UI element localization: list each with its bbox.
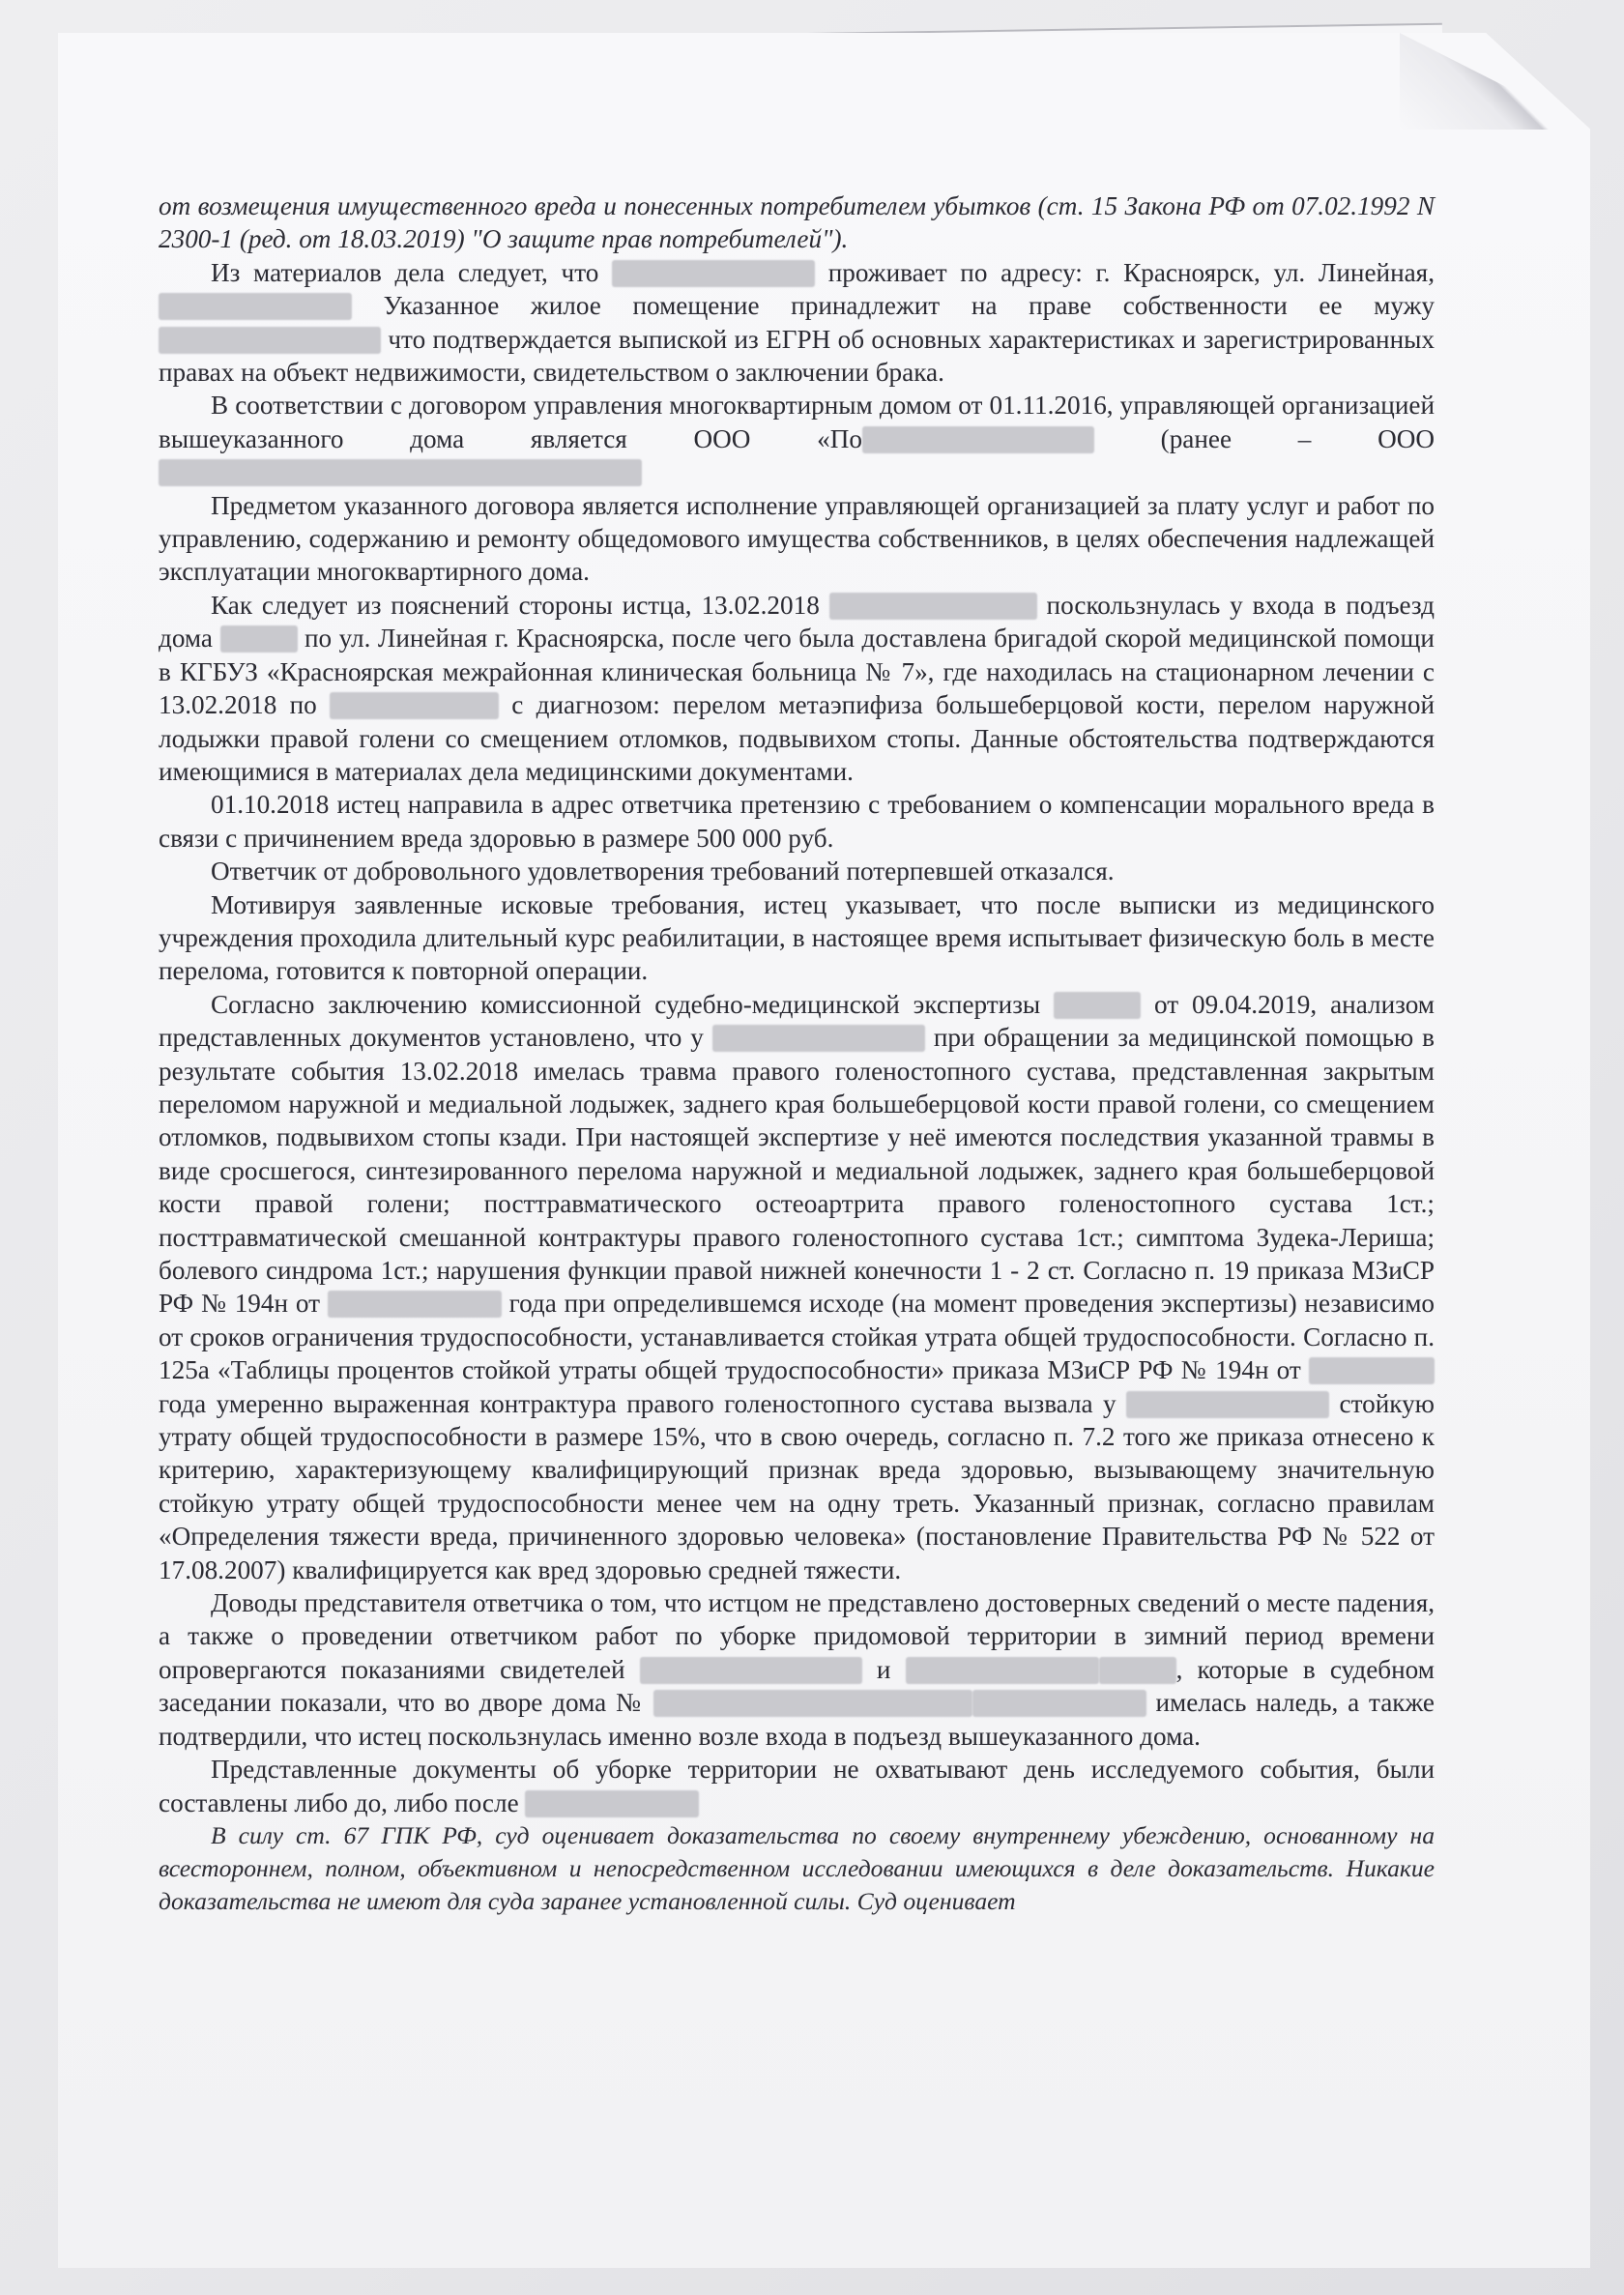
paragraph-text: года при определившемся исходе (на момент проведения экспертизы) независимо от сроков ограничения трудоспособности, устанавливается стойкая утрата общей трудоспособности. Согласно п. 125а «Таблицы процентов стойкой утраты общей трудоспособности» приказа МЗиСР РФ № 194н от [159,1289,1435,1385]
paragraph-text: Мотивируя заявленные исковые требования, истец указывает, что после выписки из медицинского учреждения проходила длительный курс реабилитации, в настоящее время испытывает физическую боль в месте перелома, готовится к повторной операции. [159,889,1435,986]
paragraph-p1 [159,256,1435,390]
redaction-block [328,1291,502,1318]
redaction-block [159,293,352,320]
paragraph-text: В силу ст. 67 ГПК РФ, суд оценивает доказательства по своему внутреннему убеждению, основанному на всестороннем, полном, объективном и непосредственном исследовании имеющихся в деле доказательств. Никакие доказательства не имеют для суда заранее установленной силы. Суд оценивает [159,1820,1435,1915]
paragraph-p5 [159,788,1435,855]
paragraph-text: Представленные документы об уборке территории не охватывают день исследуемого события, были составлены либо до, либо после [159,1755,1435,1817]
redaction-block [525,1790,699,1817]
paragraph-text: Ответчик от добровольного удовлетворения требований потерпевшей отказался. [211,857,1115,886]
paragraph-text: поскользнулась у входа в подъезд дома [159,590,1435,654]
paragraph-text: Указанное жилое помещение принадлежит на праве собственности ее мужу [352,291,1435,321]
paragraph-text: Предметом указанного договора является исполнение управляющей организацией за плату услуг и работ по управлению, содержанию и ремонту общедомового имущества собственников, в целях обеспечения надлежащей эксплуатации многоквартирного дома. [159,490,1435,587]
redaction-block [159,459,642,486]
paragraph-text: проживает по адресу: г. Красноярск, ул. Линейная, [815,257,1435,287]
paragraph-text: по ул. Линейная г. Красноярска, после чего была доставлена бригадой скорой медицинской помощи в КГБУЗ «Красноярская межрайонная клиническая больница № 7», где находилась на стационарном лечении с 13.02.2018 по [159,624,1435,720]
paragraph-text: В соответствии с договором управления многоквартирным домом от 01.11.2016, управляющей организацией вышеуказанного дома является ООО «По [159,391,1435,453]
paragraph-p6 [159,855,1435,887]
paragraph-p4 [159,589,1435,788]
redaction-block [862,426,1094,453]
paragraph-p8 [159,988,1435,1586]
paragraph-text: Согласно заключению комиссионной судебно-медицинской экспертизы [211,989,1055,1019]
redaction-block [829,593,1037,620]
paragraph-p10 [159,1753,1435,1819]
paragraph-text: что подтверждается выпиской из ЕГРН об основных характеристиках и зарегистрированных правах на объект недвижимости, свидетельством о заключении брака. [159,324,1435,388]
paragraph-text: при обращении за медицинской помощью в результате события 13.02.2018 имелась травма правого голеностопного сустава, представленная закрытым переломом наружной и медиальной лодыжек, заднего края большеберцовой кости правой голени, со смещением отломков, подвывихом стопы кзади. При настоящей экспертизе у неё имеются последствия указанной травмы в виде сросшегося, синтезированного перелома наружной и медиальной лодыжек, заднего края большеберцовой кости правой голени; посттравматического остеоартрита правого голеностопного сустава 1ст.; посттравматической смешанной контрактуры правого голеностопного сустава 1ст.; симптома Зудека-Лериша; болевого синдрома 1ст.; нарушения функции правой нижней конечности 1 - 2 ст. Согласно п. 19 приказа МЗиСР РФ № 194н от [159,1023,1435,1319]
paragraph-p7 [159,888,1435,988]
redaction-block [1309,1357,1435,1384]
document-body [159,189,1435,1918]
redaction-block [640,1657,862,1684]
paragraph-text: стойкую утрату общей трудоспособности в размере 15%, что в свою очередь, согласно п. 7.2 того же приказа отнесено к критерию, характеризующему квалифицирующий признак вреда здоровью, вызывающему значительную стойкую утрату общей трудоспособности менее чем на одну треть. Указанный признак, согласно правилам «Определения тяжести вреда, причиненного здоровью человека» (постановление Правительства РФ № 522 от 17.08.2007) квалифицируется как вред здоровью средней тяжести. [159,1388,1435,1584]
redaction-block [159,327,381,354]
paragraph-text: от 09.04.2019, анализом представленных документов установлено, что у [159,989,1435,1053]
paragraph-p3 [159,489,1435,589]
paragraph-text: имелась наледь, а также подтвердили, что истец поскользнулась именно возле входа в подъезд вышеуказанного дома. [159,1688,1435,1751]
redaction-block [1099,1657,1176,1684]
redaction-block [220,625,298,653]
paragraph-text: 01.10.2018 истец направила в адрес ответчика претензию с требованием о компенсации морального вреда в связи с причинением вреда здоровью в размере 500 000 руб. [159,790,1435,853]
paragraph-text: года умеренно выраженная контрактура правого голеностопного сустава вызвала у [159,1388,1127,1418]
redaction-block [653,1690,972,1717]
paragraph-p11 [159,1819,1435,1918]
paragraph-text: , которые в судебном заседании показали, что во дворе дома № [159,1654,1435,1718]
redaction-block [906,1657,1099,1684]
paragraph-text: и [861,1654,906,1684]
paragraph-text: от возмещения имущественного вреда и понесенных потребителем убытков (ст. 15 Закона РФ от 07.02.1992 N 2300-1 (ред. от 18.03.2019) "О защите прав потребителей"). [159,191,1435,254]
paragraph-text: Из материалов дела следует, что [211,257,613,287]
redaction-block [1054,992,1141,1019]
paragraph-p0 [159,189,1435,256]
redaction-block [612,260,815,287]
redaction-block [1126,1391,1329,1418]
redaction-block [972,1690,1146,1717]
paragraph-text: (ранее – ООО [1093,423,1435,453]
paragraph-text: Как следует из пояснений стороны истца, 13.02.2018 [211,590,829,620]
paragraph-p9 [159,1586,1435,1753]
redaction-block [330,692,499,719]
paragraph-p2 [159,389,1435,488]
redaction-block [712,1025,925,1052]
paragraph-text: Доводы представителя ответчика о том, что истцом не представлено достоверных сведений о месте падения, а также о проведении ответчиком работ по уборке придомовой территории в зимний период времени опровергаются показаниями свидетелей [159,1588,1435,1684]
paragraph-text: с диагнозом: перелом метаэпифиза большеберцовой кости, перелом наружной лодыжки правой голени со смещением отломков, подвывихом стопы. Данные обстоятельства подтверждаются имеющимися в материалах дела медицинскими документами. [159,690,1435,786]
